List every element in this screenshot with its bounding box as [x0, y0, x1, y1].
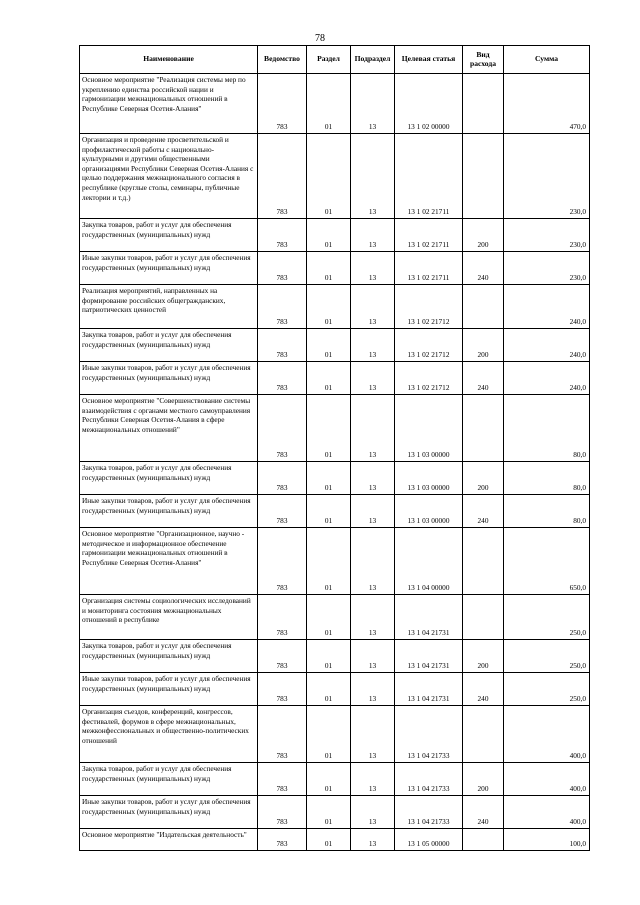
row-subsection-cell — [351, 362, 395, 395]
table-body — [80, 74, 590, 851]
row-sum: 80,0 — [573, 516, 586, 526]
row-subsection-cell — [351, 285, 395, 329]
row-sum: 250,0 — [569, 661, 586, 671]
row-subsection: 13 — [368, 516, 377, 526]
row-sum-cell — [504, 640, 590, 673]
row-sum: 230,0 — [569, 207, 586, 217]
row-expense-type: 200 — [477, 350, 489, 360]
row-subsection-cell — [351, 829, 395, 851]
row-expense-type: 200 — [477, 661, 489, 671]
table-row — [80, 595, 590, 640]
row-section: 01 — [324, 817, 333, 827]
row-expense-type-cell — [463, 796, 504, 829]
row-section: 01 — [324, 450, 333, 460]
row-expense-type-cell — [463, 495, 504, 528]
row-name-cell — [80, 462, 258, 495]
row-section-cell — [307, 395, 351, 462]
row-subsection: 13 — [368, 273, 377, 283]
table-row — [80, 74, 590, 134]
row-target-article-cell — [395, 495, 463, 528]
row-section: 01 — [324, 751, 333, 761]
row-name: Организация съездов, конференций, конгрессов, фестивалей, форумов в сфере межнациональных, межконфессиональных и общественно-политических отношений — [82, 707, 249, 745]
row-sum: 470,0 — [569, 122, 586, 132]
row-department: 783 — [276, 350, 288, 360]
row-name-cell — [80, 829, 258, 851]
row-subsection-cell — [351, 640, 395, 673]
row-sum-cell — [504, 829, 590, 851]
row-sum-cell — [504, 706, 590, 763]
row-subsection: 13 — [368, 583, 377, 593]
row-name: Организация системы социологических исследований и мониторинга состояния межнациональных отношений в республике — [82, 596, 251, 625]
row-expense-type-cell — [463, 763, 504, 796]
row-sum-cell — [504, 595, 590, 640]
row-name-cell — [80, 134, 258, 219]
row-subsection: 13 — [368, 207, 377, 217]
row-target-article-cell — [395, 329, 463, 362]
row-department-cell — [258, 462, 307, 495]
row-subsection-cell — [351, 706, 395, 763]
row-section: 01 — [324, 516, 333, 526]
row-expense-type: 200 — [477, 784, 489, 794]
row-subsection: 13 — [368, 661, 377, 671]
row-expense-type: 240 — [477, 273, 489, 283]
row-department-cell — [258, 640, 307, 673]
row-target-article: 13 1 04 21733 — [407, 751, 450, 761]
row-section: 01 — [324, 383, 333, 393]
row-name: Иные закупки товаров, работ и услуг для обеспечения государственных (муниципальных) нужд — [82, 797, 251, 816]
row-subsection: 13 — [368, 784, 377, 794]
row-target-article-cell — [395, 462, 463, 495]
row-target-article: 13 1 03 00000 — [407, 483, 450, 493]
row-name: Организация и проведение просветительской и профилактической работы с национально-культурными и другими общественными организациями Республики Северная Осетия-Алания с целью поддержания межнационального согласия в республике (круглые столы, семинары, публичные лектории и т.д.) — [82, 135, 254, 202]
row-target-article-cell — [395, 640, 463, 673]
row-department-cell — [258, 495, 307, 528]
row-name: Закупка товаров, работ и услуг для обеспечения государственных (муниципальных) нужд — [82, 641, 232, 660]
row-sum-cell — [504, 763, 590, 796]
row-target-article-cell — [395, 252, 463, 285]
row-expense-type-cell — [463, 395, 504, 462]
row-section: 01 — [324, 483, 333, 493]
row-target-article-cell — [395, 74, 463, 134]
row-subsection: 13 — [368, 350, 377, 360]
row-department: 783 — [276, 383, 288, 393]
row-department-cell — [258, 329, 307, 362]
row-name: Основное мероприятие "Организационное, научно - методическое и информационное обеспечение гармонизации межнациональных отношений в Республике Северная Осетия-Алания" — [82, 529, 245, 567]
row-target-article-cell — [395, 595, 463, 640]
table-row — [80, 395, 590, 462]
row-department: 783 — [276, 122, 288, 132]
row-target-article: 13 1 02 21712 — [407, 317, 450, 327]
row-section-cell — [307, 329, 351, 362]
table-row — [80, 673, 590, 706]
row-sum-cell — [504, 252, 590, 285]
row-target-article: 13 1 03 00000 — [407, 450, 450, 460]
row-subsection: 13 — [368, 317, 377, 327]
row-subsection-cell — [351, 329, 395, 362]
row-target-article-cell — [395, 673, 463, 706]
row-department: 783 — [276, 273, 288, 283]
row-section: 01 — [324, 839, 333, 849]
row-department-cell — [258, 763, 307, 796]
row-target-article: 13 1 03 00000 — [407, 516, 450, 526]
table-row — [80, 706, 590, 763]
row-name-cell — [80, 763, 258, 796]
row-target-article: 13 1 02 21711 — [407, 240, 450, 250]
row-target-article-cell — [395, 395, 463, 462]
row-sum: 650,0 — [569, 583, 586, 593]
header-target-article: Целевая статья — [395, 46, 463, 74]
row-section-cell — [307, 640, 351, 673]
header-expense-type: Вид расхода — [463, 46, 504, 74]
row-department-cell — [258, 829, 307, 851]
row-department-cell — [258, 74, 307, 134]
row-name: Основное мероприятие "Издательская деятельность" — [82, 830, 247, 839]
row-department: 783 — [276, 784, 288, 794]
row-department: 783 — [276, 207, 288, 217]
row-subsection-cell — [351, 134, 395, 219]
row-sum-cell — [504, 395, 590, 462]
row-name-cell — [80, 74, 258, 134]
row-section-cell — [307, 134, 351, 219]
row-department-cell — [258, 528, 307, 595]
row-department-cell — [258, 595, 307, 640]
row-subsection-cell — [351, 796, 395, 829]
row-name-cell — [80, 285, 258, 329]
row-target-article: 13 1 04 00000 — [407, 583, 450, 593]
row-expense-type-cell — [463, 219, 504, 252]
row-subsection-cell — [351, 395, 395, 462]
row-section-cell — [307, 763, 351, 796]
row-expense-type: 240 — [477, 694, 489, 704]
row-sum: 80,0 — [573, 483, 586, 493]
row-subsection: 13 — [368, 628, 377, 638]
row-section-cell — [307, 252, 351, 285]
row-subsection-cell — [351, 462, 395, 495]
row-target-article: 13 1 02 21711 — [407, 207, 450, 217]
row-department: 783 — [276, 628, 288, 638]
row-department-cell — [258, 706, 307, 763]
row-name: Закупка товаров, работ и услуг для обеспечения государственных (муниципальных) нужд — [82, 764, 232, 783]
row-name: Основное мероприятие "Реализация системы мер по укреплению единства российской нации и гармонизации межнациональных отношений в Республике Северная Осетия-Алания" — [82, 75, 246, 113]
row-department: 783 — [276, 240, 288, 250]
row-department-cell — [258, 673, 307, 706]
row-target-article: 13 1 05 00000 — [407, 839, 450, 849]
row-department: 783 — [276, 450, 288, 460]
row-name-cell — [80, 495, 258, 528]
row-expense-type-cell — [463, 462, 504, 495]
row-sum: 240,0 — [569, 350, 586, 360]
row-section-cell — [307, 528, 351, 595]
row-section-cell — [307, 462, 351, 495]
row-expense-type-cell — [463, 640, 504, 673]
table-row — [80, 763, 590, 796]
row-expense-type: 240 — [477, 817, 489, 827]
row-name: Закупка товаров, работ и услуг для обеспечения государственных (муниципальных) нужд — [82, 330, 232, 349]
row-department-cell — [258, 285, 307, 329]
row-department: 783 — [276, 694, 288, 704]
row-sum: 230,0 — [569, 273, 586, 283]
row-subsection-cell — [351, 763, 395, 796]
row-name-cell — [80, 395, 258, 462]
row-name: Иные закупки товаров, работ и услуг для обеспечения государственных (муниципальных) нужд — [82, 363, 251, 382]
table-row — [80, 219, 590, 252]
row-target-article-cell — [395, 528, 463, 595]
row-sum: 100,0 — [569, 839, 586, 849]
header-section: Раздел — [307, 46, 351, 74]
row-subsection: 13 — [368, 751, 377, 761]
row-department: 783 — [276, 317, 288, 327]
row-name-cell — [80, 595, 258, 640]
row-expense-type-cell — [463, 362, 504, 395]
row-section-cell — [307, 362, 351, 395]
row-sum: 250,0 — [569, 694, 586, 704]
row-sum-cell — [504, 285, 590, 329]
table-header-row — [80, 46, 590, 74]
row-name-cell — [80, 252, 258, 285]
row-name-cell — [80, 640, 258, 673]
row-department: 783 — [276, 839, 288, 849]
row-section: 01 — [324, 628, 333, 638]
row-expense-type-cell — [463, 74, 504, 134]
row-section: 01 — [324, 317, 333, 327]
table-row — [80, 528, 590, 595]
row-department: 783 — [276, 583, 288, 593]
row-department-cell — [258, 134, 307, 219]
table-row — [80, 362, 590, 395]
row-expense-type-cell — [463, 285, 504, 329]
row-name: Иные закупки товаров, работ и услуг для обеспечения государственных (муниципальных) нужд — [82, 253, 251, 272]
row-expense-type: 240 — [477, 383, 489, 393]
row-name: Иные закупки товаров, работ и услуг для обеспечения государственных (муниципальных) нужд — [82, 496, 251, 515]
row-name-cell — [80, 796, 258, 829]
row-department-cell — [258, 219, 307, 252]
row-department: 783 — [276, 483, 288, 493]
row-target-article: 13 1 02 21712 — [407, 350, 450, 360]
row-sum-cell — [504, 462, 590, 495]
header-sum: Сумма — [504, 46, 590, 74]
table-row — [80, 329, 590, 362]
row-subsection: 13 — [368, 817, 377, 827]
row-section-cell — [307, 829, 351, 851]
row-subsection-cell — [351, 673, 395, 706]
row-expense-type-cell — [463, 706, 504, 763]
row-expense-type-cell — [463, 595, 504, 640]
row-subsection: 13 — [368, 483, 377, 493]
row-sum-cell — [504, 329, 590, 362]
row-target-article: 13 1 02 00000 — [407, 122, 450, 132]
row-sum: 250,0 — [569, 628, 586, 638]
row-expense-type: 200 — [477, 483, 489, 493]
row-section-cell — [307, 495, 351, 528]
row-sum-cell — [504, 362, 590, 395]
row-target-article: 13 1 04 21733 — [407, 784, 450, 794]
row-expense-type: 200 — [477, 240, 489, 250]
row-target-article-cell — [395, 134, 463, 219]
row-section-cell — [307, 285, 351, 329]
row-target-article-cell — [395, 829, 463, 851]
table-row — [80, 495, 590, 528]
row-subsection-cell — [351, 219, 395, 252]
row-name: Иные закупки товаров, работ и услуг для обеспечения государственных (муниципальных) нужд — [82, 674, 251, 693]
row-target-article: 13 1 02 21711 — [407, 273, 450, 283]
row-sum-cell — [504, 74, 590, 134]
row-target-article: 13 1 04 21731 — [407, 694, 450, 704]
row-section: 01 — [324, 273, 333, 283]
row-expense-type-cell — [463, 673, 504, 706]
row-section-cell — [307, 595, 351, 640]
row-section: 01 — [324, 240, 333, 250]
row-department: 783 — [276, 751, 288, 761]
table-row — [80, 462, 590, 495]
row-target-article-cell — [395, 763, 463, 796]
row-target-article-cell — [395, 219, 463, 252]
table-row — [80, 640, 590, 673]
row-subsection-cell — [351, 252, 395, 285]
row-target-article-cell — [395, 706, 463, 763]
row-section: 01 — [324, 122, 333, 132]
row-sum-cell — [504, 495, 590, 528]
row-department-cell — [258, 362, 307, 395]
row-sum: 400,0 — [569, 817, 586, 827]
row-subsection-cell — [351, 595, 395, 640]
row-subsection-cell — [351, 528, 395, 595]
row-section: 01 — [324, 694, 333, 704]
row-section-cell — [307, 673, 351, 706]
row-section-cell — [307, 219, 351, 252]
row-name: Реализация мероприятий, направленных на формирование российских общегражданских, патриотических ценностей — [82, 286, 226, 315]
row-section: 01 — [324, 207, 333, 217]
row-name-cell — [80, 706, 258, 763]
row-sum-cell — [504, 796, 590, 829]
row-subsection: 13 — [368, 694, 377, 704]
row-expense-type-cell — [463, 528, 504, 595]
row-sum-cell — [504, 134, 590, 219]
table-row — [80, 252, 590, 285]
row-expense-type-cell — [463, 829, 504, 851]
row-sum-cell — [504, 673, 590, 706]
row-sum: 230,0 — [569, 240, 586, 250]
row-subsection: 13 — [368, 240, 377, 250]
row-subsection-cell — [351, 74, 395, 134]
budget-table — [79, 45, 590, 851]
header-name: Наименование — [80, 46, 258, 74]
row-sum-cell — [504, 219, 590, 252]
table-row — [80, 829, 590, 851]
row-target-article-cell — [395, 285, 463, 329]
row-expense-type: 240 — [477, 516, 489, 526]
row-subsection: 13 — [368, 122, 377, 132]
row-name-cell — [80, 673, 258, 706]
row-name: Основное мероприятие "Совершенствование системы взаимодействия с органами местного самоуправления Республики Северная Осетия-Алания в сфере межнациональных отношений" — [82, 396, 251, 434]
row-name-cell — [80, 528, 258, 595]
row-section: 01 — [324, 583, 333, 593]
row-expense-type-cell — [463, 329, 504, 362]
row-section: 01 — [324, 784, 333, 794]
row-name-cell — [80, 362, 258, 395]
row-department-cell — [258, 252, 307, 285]
row-name-cell — [80, 329, 258, 362]
row-sum: 240,0 — [569, 317, 586, 327]
row-department: 783 — [276, 661, 288, 671]
row-sum: 80,0 — [573, 450, 586, 460]
row-name: Закупка товаров, работ и услуг для обеспечения государственных (муниципальных) нужд — [82, 220, 232, 239]
row-section-cell — [307, 796, 351, 829]
row-department: 783 — [276, 817, 288, 827]
header-department: Ведомство — [258, 46, 307, 74]
table-row — [80, 285, 590, 329]
row-target-article-cell — [395, 362, 463, 395]
row-subsection: 13 — [368, 839, 377, 849]
table-row — [80, 796, 590, 829]
row-name-cell — [80, 219, 258, 252]
row-expense-type-cell — [463, 134, 504, 219]
row-expense-type-cell — [463, 252, 504, 285]
row-department: 783 — [276, 516, 288, 526]
row-section: 01 — [324, 661, 333, 671]
table-row — [80, 134, 590, 219]
row-subsection: 13 — [368, 450, 377, 460]
row-sum: 400,0 — [569, 751, 586, 761]
row-expense-type — [465, 849, 501, 850]
row-subsection-cell — [351, 495, 395, 528]
header-subsection: Подраздел — [351, 46, 395, 74]
row-target-article: 13 1 04 21731 — [407, 628, 450, 638]
row-sum: 400,0 — [569, 784, 586, 794]
row-section: 01 — [324, 350, 333, 360]
row-section-cell — [307, 706, 351, 763]
row-sum: 240,0 — [569, 383, 586, 393]
row-subsection: 13 — [368, 383, 377, 393]
row-target-article: 13 1 04 21733 — [407, 817, 450, 827]
row-department-cell — [258, 395, 307, 462]
row-section-cell — [307, 74, 351, 134]
page-number: 78 — [315, 33, 325, 44]
row-sum-cell — [504, 528, 590, 595]
row-target-article: 13 1 04 21731 — [407, 661, 450, 671]
row-department-cell — [258, 796, 307, 829]
row-target-article-cell — [395, 796, 463, 829]
row-target-article: 13 1 02 21712 — [407, 383, 450, 393]
row-name: Закупка товаров, работ и услуг для обеспечения государственных (муниципальных) нужд — [82, 463, 232, 482]
